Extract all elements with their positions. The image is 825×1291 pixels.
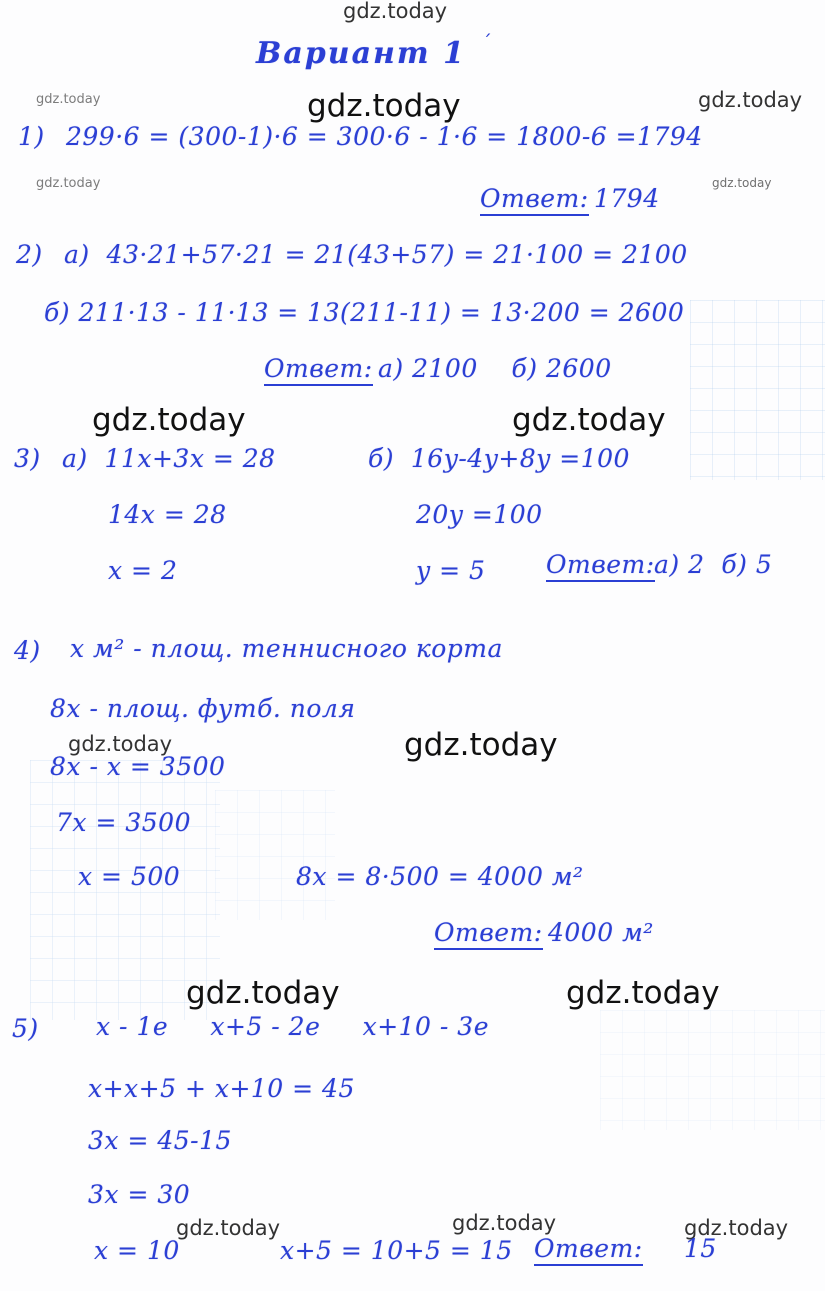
- grid-patch: [690, 300, 825, 480]
- task-line: x = 500: [78, 862, 181, 891]
- task-line: 299·6 = (300-1)·6 = 300·6 - 1·6 = 1800-6 =1794: [66, 122, 703, 151]
- answer-value: 1794: [594, 184, 660, 213]
- answer-label: Ответ:: [264, 354, 373, 386]
- task-number: 2): [16, 240, 43, 269]
- watermark: gdz.today: [36, 92, 101, 107]
- watermark: gdz.today: [698, 88, 803, 112]
- task-line: 3x = 30: [88, 1180, 191, 1209]
- watermark: gdz.today: [92, 402, 246, 438]
- task-line: а) 43·21+57·21 = 21(43+57) = 21·100 = 2100: [64, 240, 688, 269]
- task-line: x+5 = 10+5 = 15: [280, 1236, 513, 1265]
- answer-value: 4000 м²: [548, 918, 654, 947]
- watermark: gdz.today: [343, 0, 448, 23]
- watermark: gdz.today: [307, 88, 461, 124]
- watermark: gdz.today: [186, 975, 340, 1011]
- watermark: gdz.today: [404, 727, 558, 763]
- answer-label: Ответ:: [546, 550, 655, 582]
- task-line: 3x = 45-15: [88, 1126, 232, 1155]
- answer-value: а) 2100 б) 2600: [378, 354, 612, 383]
- task-line: y = 5: [416, 556, 486, 585]
- task-line: 8x = 8·500 = 4000 м²: [296, 862, 584, 891]
- task-line: x = 10: [94, 1236, 180, 1265]
- grid-patch: [600, 1010, 825, 1130]
- task-line: 20y =100: [416, 500, 543, 529]
- task-line: 8x - x = 3500: [50, 752, 226, 781]
- answer-label: Ответ:: [434, 918, 543, 950]
- task-number: 3): [14, 444, 41, 473]
- watermark: gdz.today: [512, 402, 666, 438]
- watermark: gdz.today: [36, 176, 101, 191]
- worksheet-title: Вариант 1: [256, 36, 466, 71]
- watermark: gdz.today: [452, 1211, 557, 1235]
- watermark: gdz.today: [712, 176, 772, 190]
- task-line: x - 1е x+5 - 2е x+10 - 3е: [96, 1012, 490, 1041]
- task-line: 14x = 28: [108, 500, 227, 529]
- answer-value: а) 2 б) 5: [654, 550, 773, 579]
- task-line: б) 211·13 - 11·13 = 13(211-11) = 13·200 = 2600: [44, 298, 685, 327]
- task-line: 7x = 3500: [56, 808, 191, 837]
- task-line: x+x+5 + x+10 = 45: [88, 1074, 355, 1103]
- task-line: б) 16y-4y+8y =100: [368, 444, 630, 473]
- grid-patch: [215, 790, 335, 920]
- answer-value: 15: [684, 1234, 717, 1263]
- task-line: 8x - площ. футб. поля: [50, 694, 356, 723]
- task-line: а) 11x+3x = 28: [62, 444, 276, 473]
- watermark: gdz.today: [176, 1216, 281, 1240]
- task-number: 5): [12, 1014, 39, 1043]
- watermark: gdz.today: [684, 1216, 789, 1240]
- task-line: x м² - площ. теннисного корта: [70, 634, 503, 663]
- task-line: x = 2: [108, 556, 178, 585]
- check-mark: ´: [482, 30, 492, 54]
- watermark: gdz.today: [566, 975, 720, 1011]
- answer-label: Ответ:: [534, 1234, 643, 1266]
- watermark: gdz.today: [68, 732, 173, 756]
- task-number: 4): [14, 636, 41, 665]
- answer-label: Ответ:: [480, 184, 589, 216]
- task-number: 1): [18, 122, 45, 151]
